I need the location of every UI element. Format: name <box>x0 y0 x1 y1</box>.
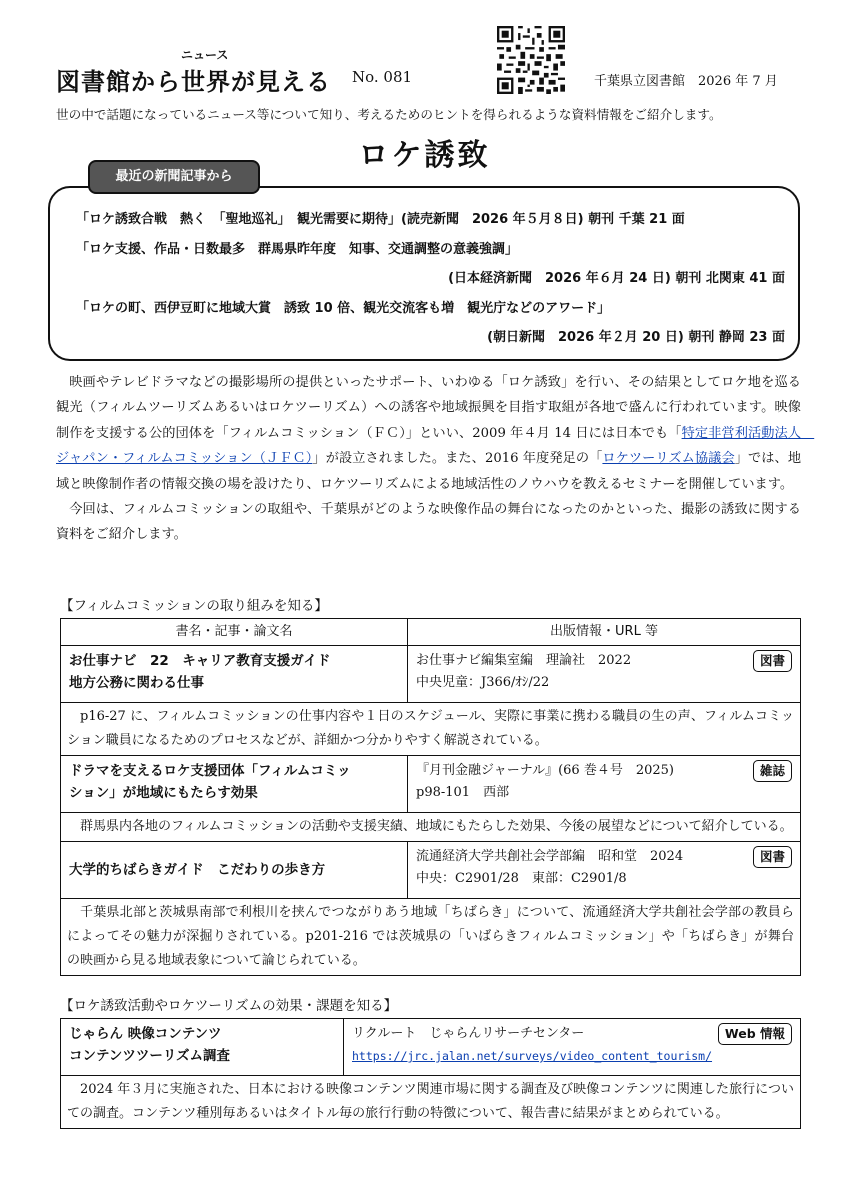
item-pages: p98-101 西部 <box>416 785 510 800</box>
item-title-line: ション」が地域にもたらす効果 <box>69 785 258 801</box>
news-article-3-source: (朝日新聞 2026 年２月 20 日) 朝刊 静岡 23 面 <box>487 330 785 345</box>
item-title-line: ドラマを支えるロケ支援団体「フィルムコミッ <box>69 763 351 779</box>
item-pub-cell <box>408 842 801 899</box>
item-pub-cell <box>408 756 801 813</box>
intro-text: 世の中で話題になっているニュース等について知り、考えるためのヒントを得られるような資料情報をご紹介します。 <box>56 107 722 122</box>
item-pub-line: 流通経済大学共創社会学部編 昭和堂 2024 <box>416 849 684 864</box>
item-title-cell <box>61 646 408 703</box>
table-row-desc <box>61 1076 801 1129</box>
body-text-b: 」が設立されました。また、2016 年度発足の「 <box>312 451 603 467</box>
item-title-line: 地方公務に関わる仕事 <box>69 675 204 691</box>
item-description <box>61 899 801 976</box>
table-header-row <box>61 619 801 646</box>
table-row-desc <box>61 813 801 842</box>
table-row <box>61 756 801 813</box>
item-title-cell <box>61 756 408 813</box>
item-pub-line: リクルート じゃらんリサーチセンター <box>352 1026 585 1041</box>
item-title-line: 大学的ちばらきガイド こだわりの歩き方 <box>69 862 326 878</box>
item-type-badge: 図書 <box>753 846 792 868</box>
item-title-line: コンテンツツーリズム調査 <box>69 1048 231 1064</box>
qr-code-icon[interactable] <box>497 26 565 94</box>
table-row <box>61 842 801 899</box>
item-description <box>61 703 801 756</box>
item-callnumber: 中央：C2901/28 東部：C2901/8 <box>416 871 627 886</box>
item-type-badge: 雑誌 <box>753 760 792 782</box>
table-row <box>61 1019 801 1076</box>
news-article-2-source: (日本経済新聞 2026 年６月 24 日) 朝刊 北関東 41 面 <box>448 271 785 286</box>
body-text-c: 」では、地域と映像制作者の情報交換の場を設けたり、ロケツーリズムによる地域活性のノウハウを教えるセミナーを開催しています。 <box>56 451 802 492</box>
col-pub-header: 出版情報・URL 等 <box>408 619 801 646</box>
item-title-cell <box>61 1019 344 1076</box>
item-pub-cell <box>344 1019 801 1076</box>
section2-label: 【ロケ誘致活動やロケツーリズムの効果・課題を知る】 <box>60 998 398 1014</box>
body-paragraph-1 <box>56 370 815 497</box>
table-row-desc <box>61 703 801 756</box>
news-article-1: 「ロケ誘致合戦 熱く 「聖地巡礼」 観光需要に期待」(読売新聞 2026 年５月８日) 朝刊 千葉 21 面 <box>76 212 685 227</box>
news-article-2-title: 「ロケ支援、作品・日数最多 群馬県昨年度 知事、交通調整の意義強調」 <box>76 242 519 257</box>
section1-table <box>60 618 801 976</box>
item-description-text: 2024 年３月に実施された、日本における映像コンテンツ関連市場に関する調査及び映像コンテンツに関連した旅行についての調査。コンテンツ種別毎あるいはタイトル毎の旅行行動の特徴について、報告書に結果がまとめられている。 <box>67 1082 794 1121</box>
item-pub-cell <box>408 646 801 703</box>
item-title-cell <box>61 842 408 899</box>
table-row <box>61 646 801 703</box>
item-pub-line: 『月刊金融ジャーナル』(66 巻４号 2025) <box>416 763 674 778</box>
issue-number: No. 081 <box>352 68 413 86</box>
section1-label: 【フィルムコミッションの取り組みを知る】 <box>60 598 328 614</box>
item-title-line: じゃらん 映像コンテンツ <box>69 1026 222 1042</box>
section2-table <box>60 1018 801 1129</box>
item-title-line: お仕事ナビ 22 キャリア教育支援ガイド <box>69 653 331 669</box>
body-paragraph <box>56 370 815 548</box>
col-title-header: 書名・記事・論文名 <box>61 619 408 646</box>
page-headline: ロケ誘致 <box>358 138 491 173</box>
item-type-badge: 図書 <box>753 650 792 672</box>
news-section-tab-label: 最近の新聞記事から <box>115 169 233 184</box>
title-ruby: ニュース <box>181 48 229 62</box>
item-description-text: 千葉県北部と茨城県南部で利根川を挟んでつながりあう地域「ちばらき」について、流通経済大学共創社会学部の教員らによってその魅力が深掘りされている。p201-216 では茨城県の「いばらきフィルムコミッション」や「ちばらき」が舞台の映画から見る地域表象について論じられている。 <box>67 905 794 968</box>
news-article-3-title: 「ロケの町、西伊豆町に地域大賞 誘致 10 倍、観光交流客も増 観光庁などのアワード」 <box>76 301 611 316</box>
jfc-link[interactable]: 特定非営利活動法人 ジャパン・フィルムコミッション（ＪＦＣ） <box>56 425 815 467</box>
body-paragraph-2: 今回は、フィルムコミッションの取組や、千葉県がどのような映像作品の舞台になったのかといった、撮影の誘致に関する資料をご紹介します。 <box>56 502 801 543</box>
item-pub-line: お仕事ナビ編集室編 理論社 2022 <box>416 653 632 668</box>
jalan-survey-link[interactable]: https://jrc.jalan.net/surveys/video_content_tourism/ <box>352 1049 713 1063</box>
item-description-text: p16-27 に、フィルムコミッションの仕事内容や１日のスケジュール、実際に事業に携わる職員の生の声、フィルムコミッション職員になるためのプロセスなどが、詳細かつ分かりやすく解説されている。 <box>67 709 794 748</box>
table-row-desc <box>61 899 801 976</box>
publisher-date: 千葉県立図書館 2026 年 7 月 <box>594 74 778 89</box>
item-description <box>61 1076 801 1129</box>
item-callnumber: 中央児童：J366/ｵｼ/22 <box>416 675 550 690</box>
newsletter-title: 図書館から世界が見える <box>56 68 331 96</box>
body-text-a: 映画やテレビドラマなどの撮影場所の提供といったサポート、いわゆる「ロケ誘致」を行い、その結果としてロケ地を巡る観光（フィルムツーリズムあるいはロケツーリズム）への誘客や地域振興を目指す取組が各地で盛んに行われています。映像制作を支援する公的団体を「フィルムコミッション（ＦＣ）」といい、2009 年４月 14 日には日本でも「 <box>56 375 801 441</box>
location-tourism-council-link[interactable]: ロケツーリズム協議会 <box>602 451 735 467</box>
item-description-text: 群馬県内各地のフィルムコミッションの活動や支援実績、地域にもたらした効果、今後の展望などについて紹介している。 <box>80 819 793 834</box>
item-description <box>61 813 801 842</box>
item-type-badge: Web 情報 <box>718 1023 792 1045</box>
